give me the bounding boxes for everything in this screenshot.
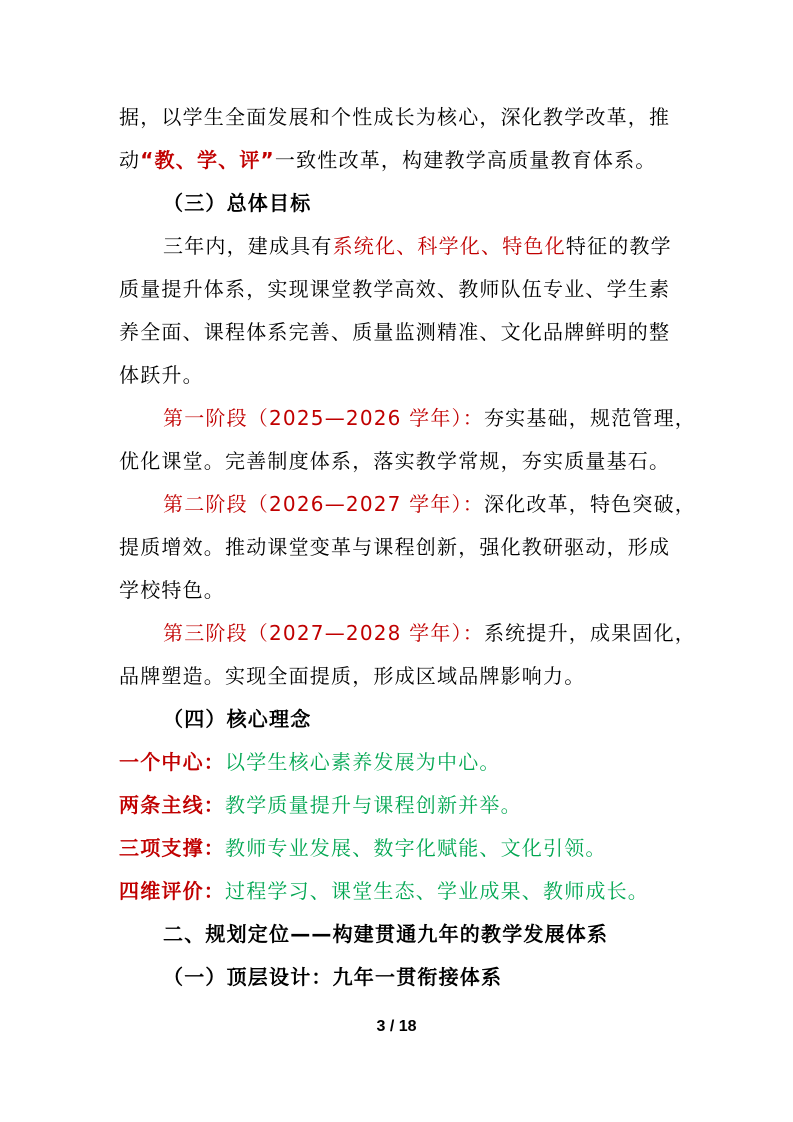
concept-item: [119, 877, 679, 905]
text: 夯实基础，规范管理，: [483, 406, 696, 430]
concept-label: 三项支撑：: [119, 836, 225, 860]
paragraph-line: [163, 232, 723, 260]
page-number: 3 / 18: [376, 1018, 417, 1035]
paragraph-line: 质量提升体系，实现课堂教学高效、教师队伍专业、学生素: [119, 277, 671, 301]
text: 特征的教学: [565, 234, 672, 258]
concept-item: [119, 748, 679, 776]
concept-text: 过程学习、课堂生态、学业成果、教师成长。: [225, 879, 649, 903]
section-2-heading: 二、规划定位——构建贯通九年的教学发展体系: [163, 922, 609, 946]
paragraph-line: 学校特色。: [119, 578, 225, 602]
stage-3: [163, 619, 723, 647]
text: 系统提升，成果固化，: [483, 621, 696, 645]
paragraph-line: 提质增效。推动课堂变革与课程创新，强化教研驱动，形成: [119, 535, 671, 559]
paragraph-line: [119, 146, 679, 174]
concept-label: 两条主线：: [119, 793, 225, 817]
stage-1: [163, 404, 723, 432]
heading-overall-goal: （三）总体目标: [163, 191, 312, 215]
paragraph-line: 养全面、课程体系完善、质量监测精准、文化品牌鲜明的整: [119, 320, 671, 344]
paragraph-line: 体跃升。: [119, 363, 204, 387]
stage-2: [163, 490, 723, 518]
stage-label: 第二阶段（2026—2027 学年）：: [163, 492, 484, 516]
concept-text: 以学生核心素养发展为中心。: [225, 750, 501, 774]
paragraph-line: [119, 103, 679, 131]
text: 据，以学生全面发展和个性成长为核心，深化教学改革，推: [119, 105, 671, 129]
text: 一致性改革，构建教学高质量教育体系。: [274, 148, 657, 172]
paragraph-line: 品牌塑造。实现全面提质，形成区域品牌影响力。: [119, 664, 586, 688]
highlight-text: 系统化、科学化、特色化: [332, 234, 566, 258]
text: 深化改革，特色突破，: [483, 492, 696, 516]
subsection-heading: （一）顶层设计：九年一贯衔接体系: [163, 965, 503, 989]
concept-text: 教学质量提升与课程创新并举。: [225, 793, 522, 817]
text: 动: [119, 148, 141, 172]
concept-label: 四维评价：: [119, 879, 225, 903]
stage-label: 第一阶段（2025—2026 学年）：: [163, 406, 484, 430]
concept-label: 一个中心：: [119, 750, 225, 774]
highlight-text: “教、学、评”: [140, 148, 275, 172]
paragraph-line: 优化课堂。完善制度体系，落实教学常规，夯实质量基石。: [119, 449, 671, 473]
text: 三年内，建成具有: [163, 234, 333, 258]
concept-text: 教师专业发展、数字化赋能、文化引领。: [225, 836, 607, 860]
heading-core-concept: （四）核心理念: [163, 707, 312, 731]
concept-item: [119, 834, 679, 862]
stage-label: 第三阶段（2027—2028 学年）：: [163, 621, 484, 645]
concept-item: [119, 791, 679, 819]
